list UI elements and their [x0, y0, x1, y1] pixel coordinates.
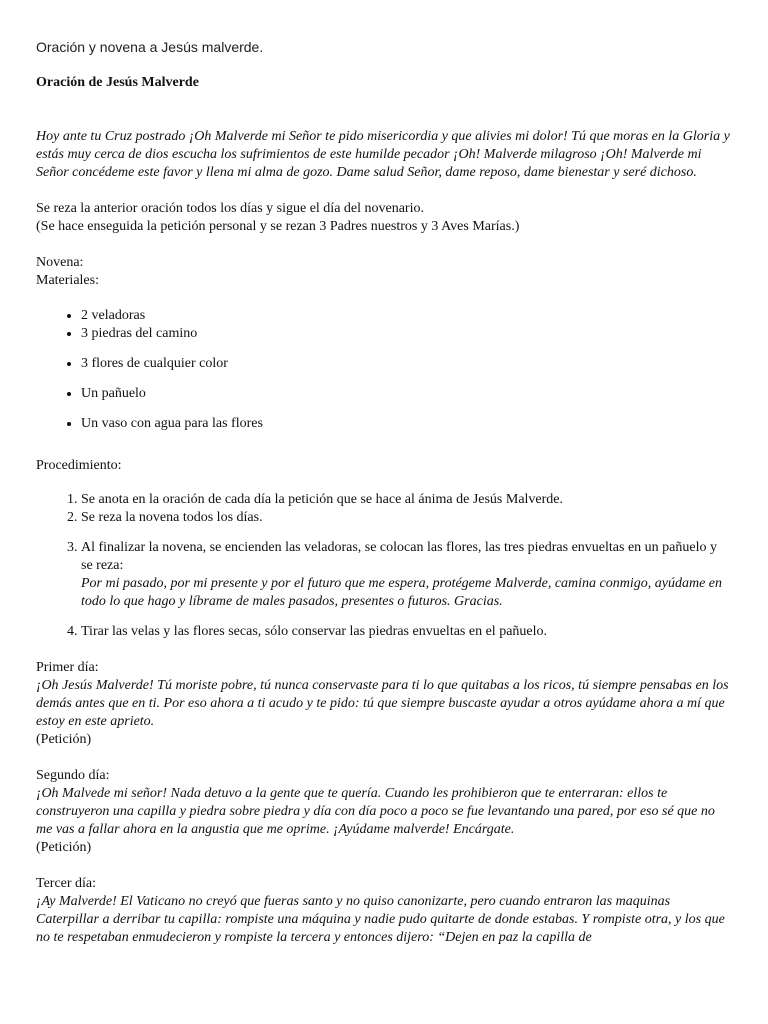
main-prayer: Hoy ante tu Cruz postrado ¡Oh Malverde mi Señor te pido misericordia y que alivies mi dolor! Tú que moras en la Gloria y estás muy cerca de dios escucha los sufrimientos de este humilde pecador ¡Oh! Malverde milagroso ¡Oh! Malverde mi Señor concédeme este favor y llena mi alma de gozo. Dame salud Señor, dame reposo, dame bienestar y seré dichoso.: [36, 129, 730, 180]
list-item: 2. Se reza la novena todos los días.: [81, 509, 732, 527]
instructions: [36, 200, 732, 236]
petition-note: (Petición): [36, 732, 92, 747]
prayer-heading: Oración de Jesús Malverde: [36, 75, 199, 90]
day-section-3: [36, 875, 732, 947]
day-prayer: ¡Ay Malverde! El Vaticano no creyó que fueras santo y no quiso canonizarte, pero cuando entraron las maquinas Caterpillar a derribar tu capilla: rompiste una máquina y nadie pudo quitarte de donde estabas. Y rompiste otra, y los que no te respetaban enmudecieron y rompiste la tercera y entonces dijero: “Dejen en paz la capilla de: [36, 894, 725, 945]
day-section-1: [36, 659, 732, 749]
procedure-list: [36, 491, 732, 641]
day-section-2: [36, 767, 732, 857]
list-item: 4. Tirar las velas y las flores secas, sólo conservar las piedras envueltas en el pañuelo.: [81, 623, 732, 641]
procedure-step-text: Al finalizar la novena, se encienden las veladoras, se colocan las flores, las tres piedras envueltas en un pañuelo y se reza:: [81, 540, 717, 573]
novena-label: Novena:: [36, 255, 84, 270]
procedure-prayer: Por mi pasado, por mi presente y por el futuro que me espera, protégeme Malverde, camina conmigo, ayúdame en todo lo que hago y líbrame de males pasados, presentes o futuros. Gracias.: [81, 576, 723, 609]
list-item: • Un vaso con agua para las flores: [81, 415, 732, 433]
list-item: [81, 539, 732, 611]
procedure-label: Procedimiento:: [36, 458, 122, 473]
day-prayer: ¡Oh Jesús Malverde! Tú moriste pobre, tú nunca conservaste para ti lo que quitabas a los ricos, tú siempre pensabas en los demás antes que en ti. Por eso ahora a ti acudo y te pido: tú que siempre buscaste ayudar a otros ayúdame ahora a mí que estoy en este aprieto.: [36, 678, 729, 729]
list-item: • 2 veladoras: [81, 307, 732, 325]
list-item: • Un pañuelo: [81, 385, 732, 403]
materials-label: Materiales:: [36, 273, 99, 288]
list-item: 1. Se anota en la oración de cada día la petición que se hace al ánima de Jesús Malverde.: [81, 491, 732, 509]
list-item: • 3 piedras del camino: [81, 325, 732, 343]
document-title: Oración y novena a Jesús malverde.: [36, 39, 264, 55]
materials-list: [36, 307, 732, 433]
instruction-line: (Se hace enseguida la petición personal y se rezan 3 Padres nuestros y 3 Aves Marías.): [36, 219, 520, 234]
day-label: Segundo día:: [36, 768, 110, 783]
day-label: Tercer día:: [36, 876, 97, 891]
instruction-line: Se reza la anterior oración todos los días y sigue el día del novenario.: [36, 201, 424, 216]
day-prayer: ¡Oh Malvede mi señor! Nada detuvo a la gente que te quería. Cuando les prohibieron que te enterraran: ellos te construyeron una capilla y piedra sobre piedra y día con día poco a poco se fue levantando una pared, por eso sé que no me vas a fallar ahora en la angustia que me oprime. ¡Ayúdame malverde! Encárgate.: [36, 786, 715, 837]
day-label: Primer día:: [36, 660, 99, 675]
list-item: • 3 flores de cualquier color: [81, 355, 732, 373]
petition-note: (Petición): [36, 840, 92, 855]
